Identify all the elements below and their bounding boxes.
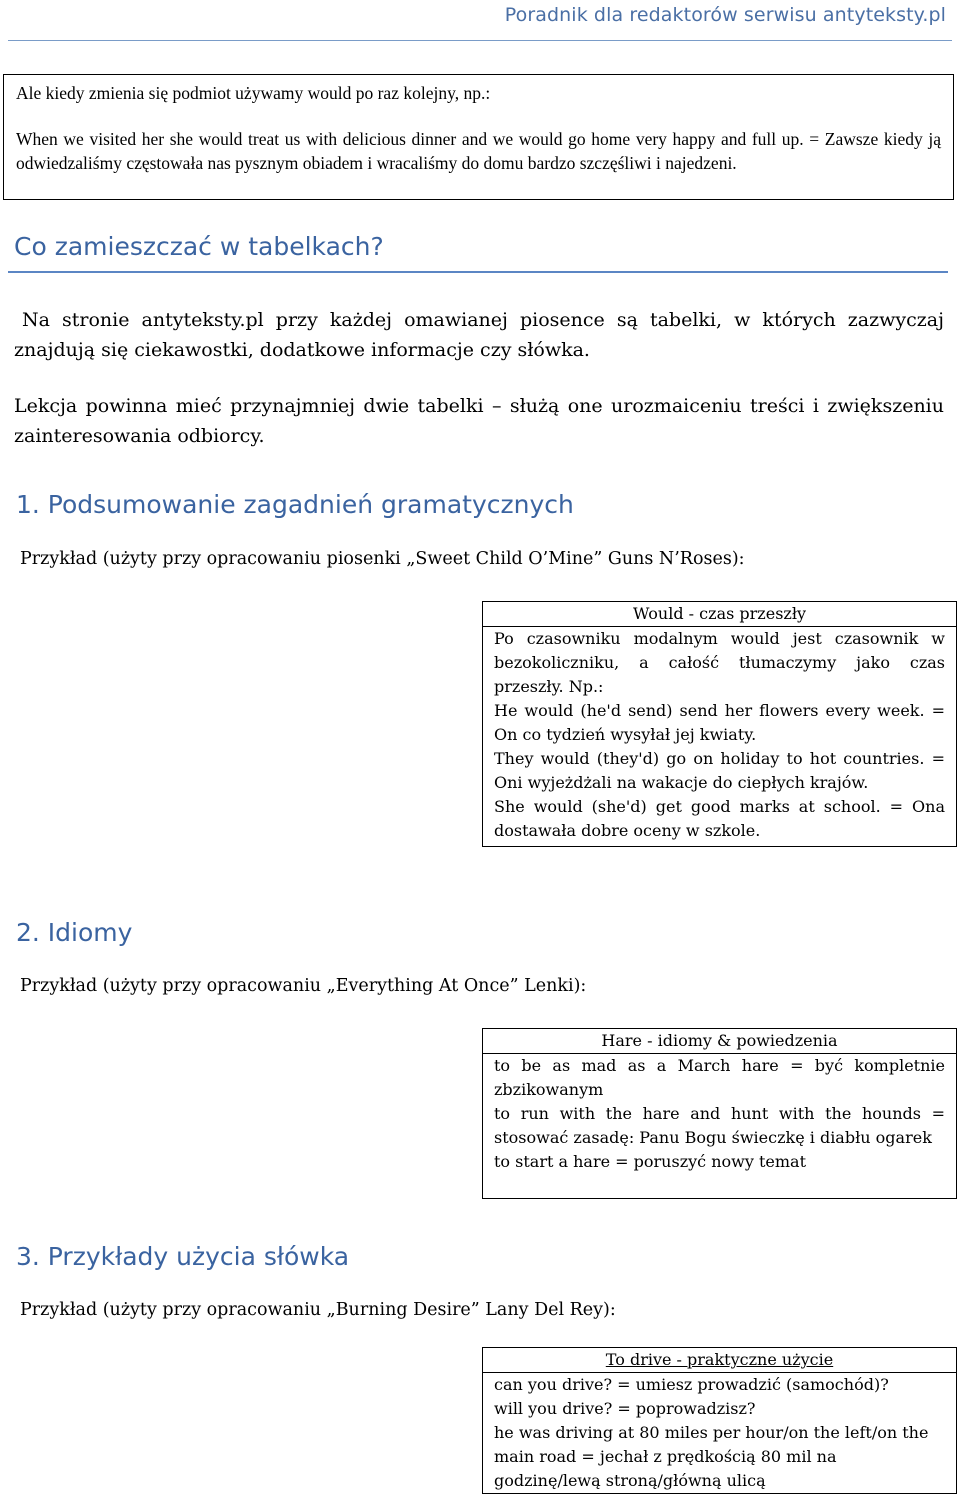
- table-line: can you drive? = umiesz prowadzić (samochód)?: [494, 1375, 889, 1394]
- section-1-example-caption: Przykład (użyty przy opracowaniu piosenki „Sweet Child O’Mine” Guns N’Roses):: [20, 549, 745, 569]
- section-1-table-title: Would - czas przeszły: [483, 602, 956, 627]
- section-1-table: [482, 601, 957, 847]
- section-1-table-body: [483, 627, 956, 843]
- section-3-example-caption: Przykład (użyty przy opracowaniu „Burning Desire” Lany Del Rey):: [20, 1300, 616, 1320]
- table-line: She would (she'd) get good marks at school. = Ona dostawała dobre oceny w szkole.: [494, 797, 945, 840]
- table-line: to start a hare = poruszyć nowy temat: [494, 1152, 807, 1171]
- section-2-table-body: [483, 1054, 956, 1174]
- example-box-sentence: When we visited her she would treat us with delicious dinner and we would go home very happy and full up. = Zawsze kiedy ją odwiedzaliśmy częstowała nas pysznym obiadem i wracaliśmy do domu bardzo szczęśliwi i najedzeni.: [16, 129, 941, 173]
- table-line: to run with the hare and hunt with the hounds = stosować zasadę: Panu Bogu świeczkę i diabłu ogarek: [494, 1104, 945, 1147]
- table-line: he was driving at 80 miles per hour/on the left/on the main road = jechał z prędkością 80 mil na godzinę/lewą stroną/główną ulicą: [494, 1423, 929, 1490]
- section-2-table: [482, 1028, 957, 1199]
- heading-divider: [8, 271, 948, 273]
- section-3-table: [482, 1347, 957, 1494]
- section-1-heading: 1. Podsumowanie zagadnień gramatycznych: [16, 490, 574, 519]
- section-3-table-body: [483, 1373, 956, 1493]
- header-divider: [8, 40, 952, 41]
- section-2-table-title: Hare - idiomy & powiedzenia: [483, 1029, 956, 1054]
- table-line: Po czasowniku modalnym would jest czasownik w bezokoliczniku, a całość tłumaczymy jako czas przeszły. Np.:: [494, 629, 945, 696]
- section-heading: Co zamieszczać w tabelkach?: [14, 232, 384, 261]
- running-header: Poradnik dla redaktorów serwisu antyteksty.pl: [504, 4, 946, 26]
- example-box: [3, 74, 954, 200]
- table-line: to be as mad as a March hare = być kompletnie zbzikowanym: [494, 1056, 945, 1099]
- example-box-intro: Ale kiedy zmienia się podmiot używamy would po raz kolejny, np.:: [16, 83, 491, 103]
- intro-paragraph-1: Na stronie antyteksty.pl przy każdej omawianej piosence są tabelki, w których zazwyczaj znajdują się ciekawostki, dodatkowe informacje czy słówka.: [14, 309, 944, 361]
- intro-paragraph-2: Lekcja powinna mieć przynajmniej dwie tabelki – służą one urozmaiceniu treści i zwiększeniu zainteresowania odbiorcy.: [14, 395, 944, 447]
- table-line: They would (they'd) go on holiday to hot countries. = Oni wyjeżdżali na wakacje do ciepłych krajów.: [494, 749, 945, 792]
- section-3-table-title: To drive - praktyczne użycie: [483, 1348, 956, 1373]
- section-2-heading: 2. Idiomy: [16, 918, 133, 947]
- table-line: He would (he'd send) send her flowers every week. = On co tydzień wysyłał jej kwiaty.: [494, 701, 945, 744]
- table-line: will you drive? = poprowadzisz?: [494, 1399, 756, 1418]
- section-3-heading: 3. Przykłady użycia słówka: [16, 1242, 350, 1271]
- section-2-example-caption: Przykład (użyty przy opracowaniu „Everything At Once” Lenki):: [20, 976, 587, 996]
